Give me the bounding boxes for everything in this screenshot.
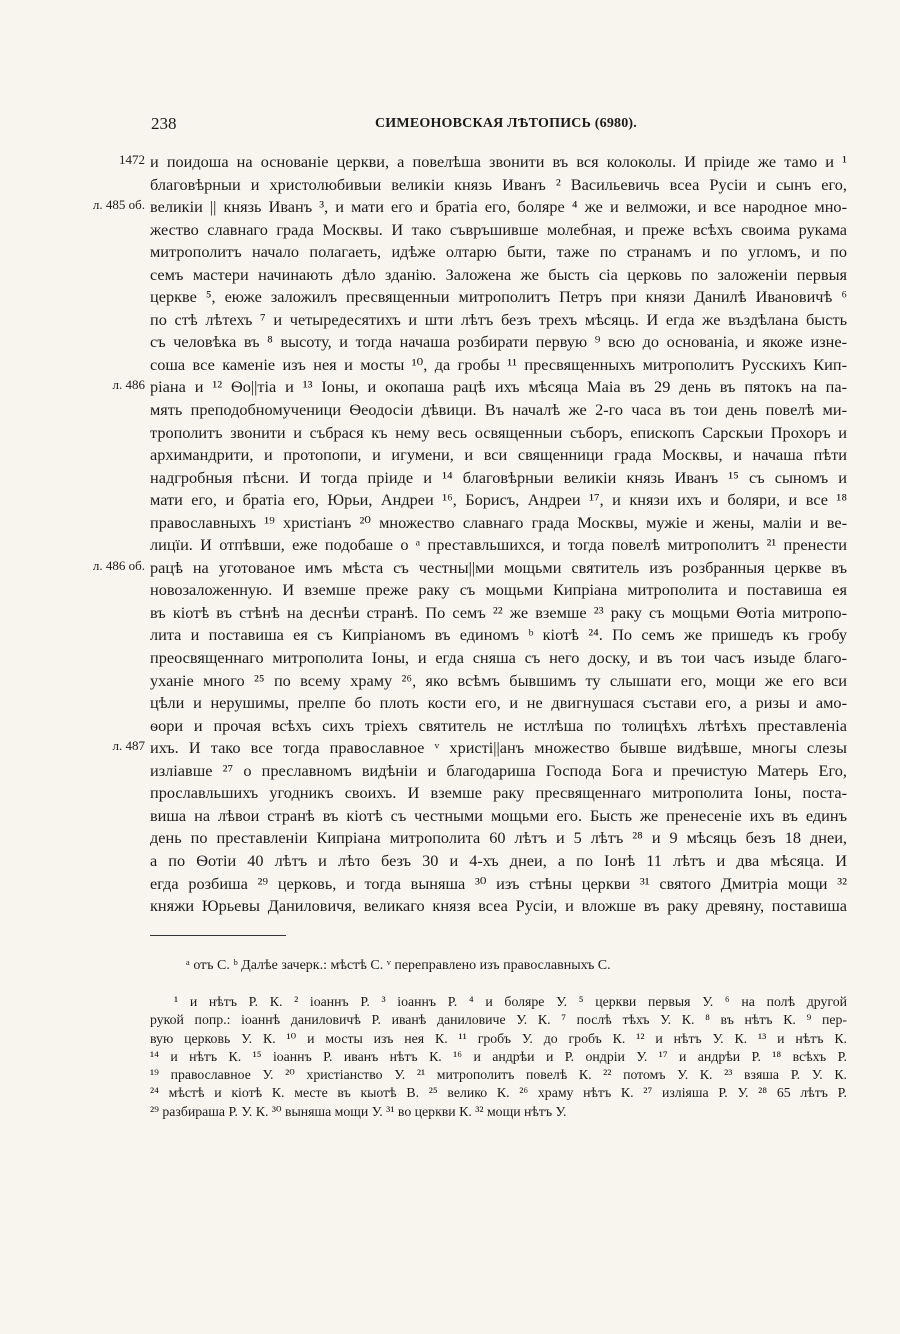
line-text: семъ мастери начинають дѣло зданію. Заложена же бысть сіа церковь по заложеніи первыя (150, 264, 847, 284)
line-text: виша на лѣвои странѣ въ кіотѣ съ честными мощьми его. Бысть же пренесеніе ихъ въ единъ (150, 805, 847, 825)
variant-note-line (150, 993, 847, 1011)
line-text: прославльшихъ угодникъ своихъ. И вземше раку пресвященнаго митрополита Іоны, поста- (150, 783, 847, 803)
text-line (0, 692, 900, 715)
text-line (0, 219, 900, 242)
variant-note-line (150, 1066, 847, 1084)
text-line (0, 309, 900, 332)
text-line (0, 760, 900, 783)
text-line (0, 579, 900, 602)
line-text: егда розбиша ²⁹ церковь, и тогда выняша ³⁰ изъ стѣны церкви ³¹ святого Дмитріа мощи ³² (150, 873, 847, 893)
text-line (0, 512, 900, 535)
variant-note-text: вую церковь У. К. ¹⁰ и мосты изъ нея К. ¹¹ гробъ У. до гробъ К. ¹² и нѣтъ У. К. ¹³ и нѣтъ К. (150, 1030, 847, 1046)
line-text: мати его, и братіа его, Юрьи, Андреи ¹⁶, Борисъ, Андреи ¹⁷, и князи ихъ и боляри, и все ¹⁸ (150, 490, 847, 510)
text-line (0, 624, 900, 647)
variant-note-line (150, 1084, 847, 1102)
text-line (0, 805, 900, 828)
text-line (0, 782, 900, 805)
variant-note-line (150, 1011, 847, 1029)
line-text: новозаложенную. И вземше преже раку съ мощьми Кипріана митрополита и поставиша ея (150, 580, 847, 600)
text-line (0, 489, 900, 512)
line-text: рацѣ на уготованое имъ мѣста съ честны||ми мощьми святитель изъ розбранныя церкве въ (150, 557, 847, 577)
line-text: ихъ. И тако все тогда православное ᵛ христі||анъ множество бывше видѣвше, многы слезы (150, 738, 847, 758)
line-text: изліавше ²⁷ о преславномъ видѣніи и благодариша Господа Бога и пречистую Матерь Его, (150, 760, 847, 780)
text-line (0, 354, 900, 377)
text-line (0, 895, 900, 918)
line-text: ѳори и прочая всѣхъ сихъ тріехъ святитель не истлѣша по толицѣхъ лѣтѣхъ преставленіа (150, 715, 847, 735)
text-line (0, 376, 900, 399)
line-text: архимандрити, и протопопи, и игумени, и вси священници града Москвы, и начаша пѣти (150, 445, 847, 465)
line-text: лита и поставиша ея съ Кипріаномъ въ единомъ ᵇ кіотѣ ²⁴. По семъ же пришедъ къ гробу (150, 625, 847, 645)
main-text (0, 151, 900, 918)
line-text: въ кіотѣ въ стѣнѣ на деснѣи странѣ. По семъ ²² же вземше ²³ раку съ мощьми Ѳотіа митропо- (150, 602, 847, 622)
text-line (0, 557, 900, 580)
footnote-divider (150, 935, 286, 936)
text-line (0, 241, 900, 264)
variant-note-text: ¹⁹ православное У. ²⁰ христіанство У. ²¹ митрополитъ повелѣ К. ²² потомъ У. К. ²³ взяша Р. У. К. (150, 1067, 847, 1083)
text-line (0, 467, 900, 490)
line-text: великіи || князь Иванъ ³, и мати его и братіа его, боляре ⁴ же и велможи, и все народное мно- (150, 197, 847, 217)
line-text: лицïи. И отпѣвши, еже подобаше о ᵃ преставльшихся, и тогда повелѣ митрополитъ ²¹ пренести (150, 535, 847, 555)
variant-note-text: ²⁴ мѣстѣ и кіотѣ К. месте въ кыотѣ В. ²⁵ велико К. ²⁶ храму нѣтъ К. ²⁷ изліяша Р. У. ²⁸ 65 лѣтъ Р. (150, 1085, 847, 1101)
text-line (0, 264, 900, 287)
variant-note-text: рукой попр.: іоаннѣ даниловичѣ Р. иванѣ даниловиче У. К. ⁷ послѣ тѣхъ У. К. ⁸ въ нѣтъ К. ⁹ пер- (150, 1012, 847, 1028)
line-text: надгробныя пѣсни. И тогда пріиде и ¹⁴ благовѣрныи великіи князь Иванъ ¹⁵ съ сыномъ и (150, 467, 847, 487)
margin-note: л. 487 (112, 738, 145, 754)
variant-note-line (150, 1103, 847, 1121)
text-line (0, 399, 900, 422)
line-text: православныхъ ¹⁹ христіанъ ²⁰ множество славнаго града Москвы, мужіе и жены, маліи и ве- (150, 512, 847, 532)
text-line (0, 647, 900, 670)
text-line (0, 873, 900, 896)
text-line (0, 534, 900, 557)
text-line (0, 444, 900, 467)
line-text: благовѣрныи и христолюбивыи великіи князь Иванъ ² Васильевичь всеа Русіи и сынъ его, (150, 174, 847, 194)
line-text: день по преставленіи Кипріана митрополита 60 лѣтъ и 5 лѣтъ ²⁸ и 9 мѣсяць безъ 18 днеи, (150, 828, 847, 848)
text-line (0, 331, 900, 354)
text-line (0, 151, 900, 174)
line-text: трополитъ звонити и събрася къ нему весь освященныи съборъ, епископъ Сарскыи Прохоръ и (150, 422, 847, 442)
line-text: мять преподобномученици Ѳеодосіи дѣвици. Въ началѣ же 2-го часа въ тои день повелѣ ми- (150, 400, 847, 420)
text-line (0, 850, 900, 873)
line-text: и поидоша на основаніе церкви, а повелѣша звонити въ вся колоколы. И пріиде же тамо и ¹ (150, 152, 847, 171)
text-line (0, 422, 900, 445)
line-text: митрополитъ начало полагаеть, идѣже олтарю быти, таже по странамъ и по угломъ, и по (150, 242, 847, 262)
line-text: церкве ⁵, еюже заложилъ пресвященныи митрополитъ Петръ при князи Данилѣ Ивановичѣ ⁶ (150, 287, 847, 307)
text-line (0, 602, 900, 625)
textual-notes: ᵃ отъ С. ᵇ Далѣе зачерк.: мѣстѣ С. ᵛ переправлено изъ православныхъ С. (186, 958, 611, 973)
line-text: ріана и ¹² Ѳо||тіа и ¹³ Іоны, и окопаша рацѣ ихъ мѣсяца Маіа въ 29 день въ пятокъ на па- (150, 377, 847, 397)
text-line (0, 827, 900, 850)
margin-note: л. 486 (112, 377, 145, 393)
variant-note-text: ¹⁴ и нѣтъ К. ¹⁵ іоаннъ Р. иванъ нѣтъ К. ¹⁶ и андрѣи и Р. ондріи У. ¹⁷ и андрѣи Р. ¹⁸ всѣхъ Р. (150, 1048, 847, 1064)
margin-note: 1472 (119, 152, 145, 167)
variant-note-line (150, 1030, 847, 1048)
line-text: а по Ѳотіи 40 лѣтъ и лѣто безъ 30 и 4-хъ днеи, а по Іонѣ 11 лѣтъ и два мѣсяца. И (150, 850, 847, 870)
variant-note-line (150, 1048, 847, 1066)
variant-notes (150, 993, 847, 1121)
line-text: цѣли и нерушимы, прелпе бо плоть кости его, и не двигнушася състави его, а ризы и амо- (150, 693, 847, 713)
line-text: жество славнаго града Москвы. И тако съвръшивше молебная, и преже всѣхъ своима рукама (150, 219, 847, 239)
running-title: СИМЕОНОВСКАЯ ЛѢТОПИСЬ (6980). (375, 116, 637, 131)
variant-note-text: ²⁹ разбираша Р. У. К. ³⁰ выняша мощи У. ³¹ во церкви К. ³² мощи нѣтъ У. (150, 1103, 567, 1119)
line-text: соша все каменіе изъ нея и мосты ¹⁰, да гробы ¹¹ пресвященныхъ митрополитъ Русскихъ Кип- (150, 354, 847, 374)
variant-note-text: ¹ и нѣтъ Р. К. ² іоаннъ Р. ³ іоаннъ Р. ⁴ и боляре У. ⁵ церкви первыя У. ⁶ на полѣ другой (174, 994, 847, 1009)
text-line (0, 715, 900, 738)
line-text: уханіе много ²⁵ по всему храму ²⁶, яко всѣмъ бывшимъ ту слышати его, мощи же его вси (150, 670, 847, 690)
page-number: 238 (151, 114, 177, 133)
text-line (0, 174, 900, 197)
margin-note: л. 486 об. (92, 557, 145, 573)
page-header (0, 114, 900, 138)
text-line (0, 286, 900, 309)
text-line (0, 670, 900, 693)
margin-note: л. 485 об. (92, 197, 145, 213)
line-text: преосвященнаго митрополита Іоны, и егда сняша съ него доску, и въ тои часъ изыде благо- (150, 648, 847, 668)
line-text: по стѣ лѣтехъ ⁷ и четыредесятихъ и шти лѣтъ безъ трехъ мѣсяць. И егда же въздѣлана бысть (150, 309, 847, 329)
line-text: съ человѣка въ ⁸ высоту, и тогда начаша розбирати первую ⁹ всю до основаніа, и якоже изне- (150, 332, 847, 352)
text-line (0, 196, 900, 219)
text-line (0, 737, 900, 760)
line-text: княжи Юрьевы Даниловичя, великаго князя всеа Русіи, и вложше въ раку древяну, поставиша (150, 896, 847, 916)
